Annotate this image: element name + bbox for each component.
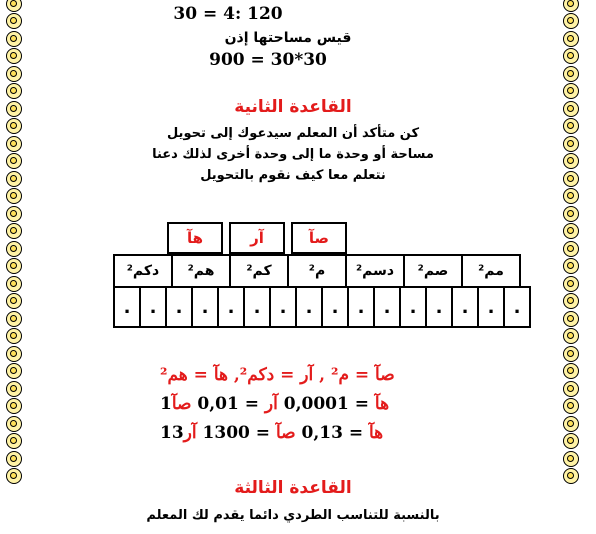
digit-cell: .	[322, 287, 348, 327]
conversion-line-1: هآ = 0,0001 آر = 0,01 صآ1	[160, 394, 390, 414]
rule-2-line-1: كن متأكد أن المعلم سيدعوك إلى تحويل	[166, 126, 420, 141]
ring-icon	[563, 13, 579, 29]
digit-cell: .	[296, 287, 322, 327]
ring-icon	[6, 293, 22, 309]
calc-line-1: 30 = 4: 120	[173, 4, 283, 24]
ring-icon	[6, 258, 22, 274]
rule-2-title: القاعدة الثانية	[234, 97, 352, 117]
unit-km2: كم²	[230, 255, 288, 287]
unit-cm2: صم²	[404, 255, 462, 287]
unit-dam2: دكم²	[114, 255, 172, 287]
ring-icon	[563, 381, 579, 397]
unit-label-centiare: صآ	[292, 223, 346, 253]
ring-icon	[6, 451, 22, 467]
rule-3-title: القاعدة الثالثة	[234, 478, 352, 498]
digit-cell: .	[504, 287, 530, 327]
ring-icon	[6, 188, 22, 204]
equivalence-line: صآ = م² , آر = دكم², هآ = هم²	[160, 365, 395, 385]
unit-label-are: آر	[230, 223, 284, 253]
ring-icon	[6, 276, 22, 292]
digit-cell: .	[374, 287, 400, 327]
ring-icon	[563, 311, 579, 327]
ring-icon	[563, 188, 579, 204]
ring-icon	[6, 311, 22, 327]
digit-cell: .	[218, 287, 244, 327]
ring-icon	[6, 398, 22, 414]
ring-icon	[563, 451, 579, 467]
units-row	[113, 254, 521, 288]
digit-cell: .	[426, 287, 452, 327]
ring-icon	[6, 346, 22, 362]
rule-2-line-3: نتعلم معا كيف نقوم بالتحويل	[200, 168, 386, 183]
ring-icon	[563, 293, 579, 309]
ring-icon	[6, 206, 22, 222]
ring-icon	[6, 328, 22, 344]
calc-line-2: قيس مساحتها إذن	[224, 30, 352, 46]
digit-cell: .	[192, 287, 218, 327]
left-ring-border	[3, 0, 25, 534]
ring-icon	[6, 416, 22, 432]
rule-2-line-2: مساحة أو وحدة ما إلى وحدة أخرى لذلك دعنا	[152, 147, 434, 162]
unit-dm2: دسم²	[346, 255, 404, 287]
ring-icon	[563, 241, 579, 257]
ring-icon	[6, 433, 22, 449]
ring-icon	[6, 241, 22, 257]
unit-m2: م²	[288, 255, 346, 287]
calc-line-3: 900 = 30*30	[209, 50, 327, 70]
digit-cell: .	[114, 287, 140, 327]
digit-cell: .	[244, 287, 270, 327]
digit-cell: .	[348, 287, 374, 327]
ring-icon	[563, 346, 579, 362]
digit-cell: .	[478, 287, 504, 327]
unit-hm2: هم²	[172, 255, 230, 287]
conversion-line-2: هآ = 0,13 صآ = 1300 آر13	[160, 423, 384, 443]
digit-cell: .	[452, 287, 478, 327]
ring-icon	[563, 258, 579, 274]
ring-icon	[563, 223, 579, 239]
digit-cell: .	[140, 287, 166, 327]
ring-icon	[563, 398, 579, 414]
digit-cell: .	[270, 287, 296, 327]
ring-icon	[563, 328, 579, 344]
digit-cells-row	[113, 286, 531, 328]
unit-mm2: مم²	[462, 255, 520, 287]
ring-icon	[6, 363, 22, 379]
ring-icon	[6, 381, 22, 397]
ring-icon	[563, 206, 579, 222]
ring-icon	[6, 223, 22, 239]
unit-label-hectare: هآ	[168, 223, 222, 253]
ring-icon	[563, 0, 579, 12]
ring-icon	[563, 276, 579, 292]
area-units-header	[167, 222, 347, 254]
digit-cell: .	[400, 287, 426, 327]
rule-3-line-1: بالنسبة للتناسب الطردي دائما يقدم لك المعلم	[146, 508, 440, 523]
ring-icon	[563, 433, 579, 449]
ring-icon	[563, 363, 579, 379]
right-ring-border	[560, 0, 582, 534]
digit-cell: .	[166, 287, 192, 327]
ring-icon	[563, 416, 579, 432]
